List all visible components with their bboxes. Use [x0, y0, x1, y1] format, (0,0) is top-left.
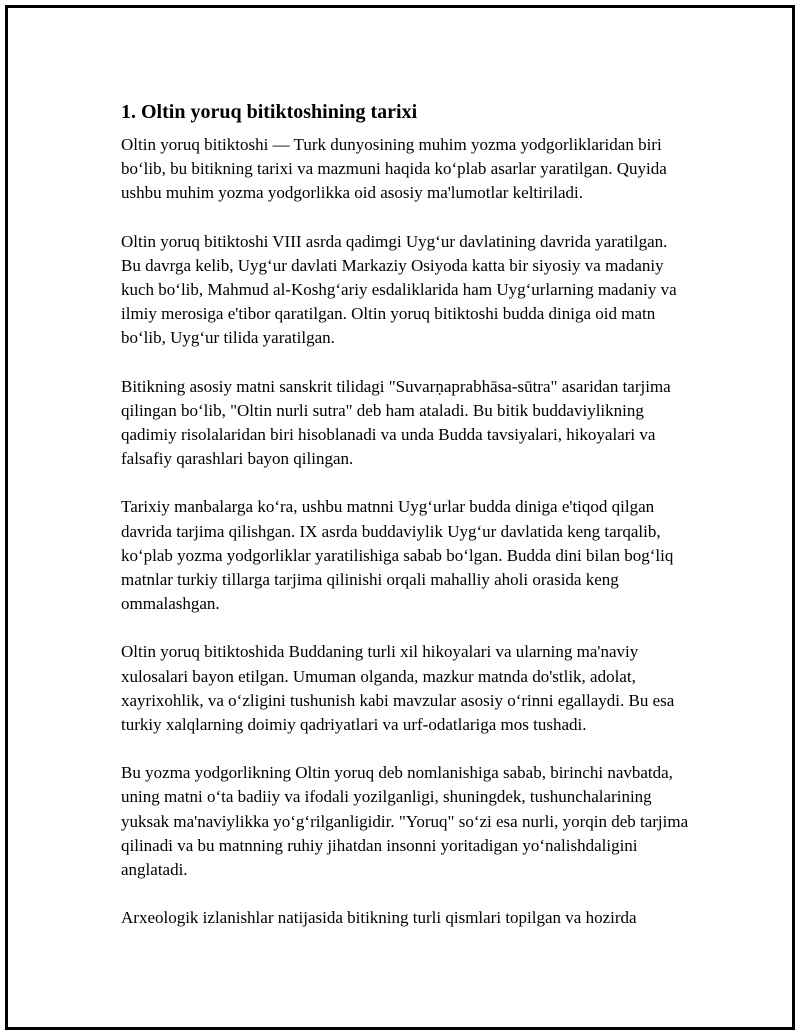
paragraph-4: Tarixiy manbalarga ko‘ra, ushbu matnni Uyg‘urlar budda diniga e'tiqod qilgan davrida tarjima qilishgan. IX asrda buddaviylik Uyg‘ur davlatida keng tarqalib, ko‘plab yozma yodgorliklar yaratilishiga sabab bo‘lgan. Budda dini bilan bog‘liq matnlar turkiy tillarga tarjima qilinishi orqali mahalliy aholi orasida keng ommalashgan. — [121, 497, 674, 614]
paragraph-7: Arxeologik izlanishlar natijasida bitikning turli qismlari topilgan va hozirda — [121, 908, 637, 928]
document-body — [121, 100, 691, 954]
paragraph-1: Oltin yoruq bitiktoshi — Turk dunyosining muhim yozma yodgorliklaridan biri bo‘lib, bu bitikning tarixi va mazmuni haqida ko‘plab asarlar yaratilgan. Quyida ushbu muhim yozma yodgorlikka oid asosiy ma'lumotlar keltiriladi. — [121, 135, 667, 203]
page-frame — [5, 5, 795, 1030]
paragraph-3: Bitikning asosiy matni sanskrit tilidagi "Suvarṇaprabhāsa-sūtra" asaridan tarjima qilingan bo‘lib, "Oltin nurli sutra" deb ham ataladi. Bu bitik buddaviylikning qadimiy risolalaridan biri hisoblanadi va unda Budda tavsiyalari, hikoyalari va falsafiy qarashlari bayon qilingan. — [121, 376, 671, 469]
paragraph-5: Oltin yoruq bitiktoshida Buddaning turli xil hikoyalari va ularning ma'naviy xulosalari bayon etilgan. Umuman olganda, mazkur matnda do'stlik, adolat, xayrixohlik, va o‘zligini tushunish kabi mavzular asosiy o‘rinni egallaydi. Bu esa turkiy xalqlarning doimiy qadriyatlari va urf-odatlariga mos tushadi. — [121, 642, 675, 735]
paragraph-6: Bu yozma yodgorlikning Oltin yoruq deb nomlanishiga sabab, birinchi navbatda, uning matni o‘ta badiiy va ifodali yozilganligi, shuningdek, tushunchalarining yuksak ma'naviylikka yo‘g‘rilganligidir. "Yoruq" so‘zi esa nurli, yorqin deb tarjima qilinadi va bu matnning ruhiy jihatdan insonni yoritadigan yo‘nalishdaligini anglatadi. — [121, 763, 689, 880]
section-heading: 1. Oltin yoruq bitiktoshining tarixi — [121, 101, 418, 123]
paragraph-2: Oltin yoruq bitiktoshi VIII asrda qadimgi Uyg‘ur davlatining davrida yaratilgan. Bu davrga kelib, Uyg‘ur davlati Markaziy Osiyoda katta bir siyosiy va madaniy kuch bo‘lib, Mahmud al-Koshg‘ariy esdaliklarida ham Uyg‘urlarning madaniy va ilmiy merosiga e'tibor qaratilgan. Oltin yoruq bitiktoshi budda diniga oid matn bo‘lib, Uyg‘ur tilida yaratilgan. — [121, 231, 677, 348]
